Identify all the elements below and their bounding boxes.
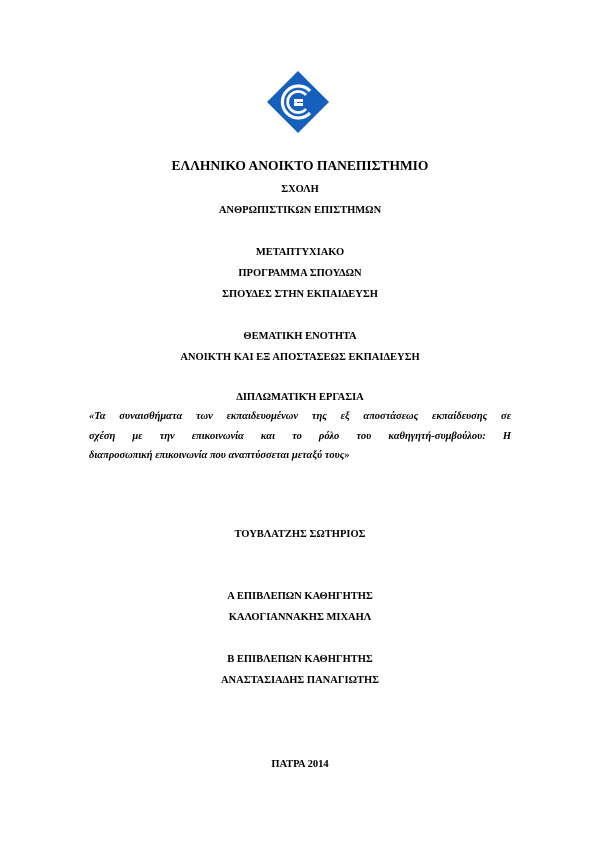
program-line-3: ΣΠΟΥΔΕΣ ΣΤΗΝ ΕΚΠΑΙΔΕΥΣΗ [222,289,378,300]
thesis-title [89,407,511,466]
unit-label: ΘΕΜΑΤΙΚΗ ΕΝΟΤΗΤΑ [243,331,357,342]
supervisor-b-name: ΑΝΑΣΤΑΣΙΑΔΗΣ ΠΑΝΑΓΙΩΤΗΣ [220,675,380,686]
supervisor-a-label: Α ΕΠΙΒΛΕΠΩΝ ΚΑΘΗΓΗΤΗΣ [227,591,373,602]
unit-name: ΑΝΟΙΚΤΗ ΚΑΙ ΕΞ ΑΠΟΣΤΑΣΕΩΣ ΕΚΠΑΙΔΕΥΣΗ [180,352,420,363]
thesis-title-line: σχέση με την επικοινωνία και το ρόλο του καθηγητή-συμβούλου: Η [89,430,511,442]
program-line-1: ΜΕΤΑΠΤΥΧΙΑΚΟ [255,247,345,258]
university-logo-icon [266,70,330,134]
thesis-title-line: διαπροσωπική επικοινωνία που αναπτύσσεται μεταξύ τους» [89,450,350,461]
school-name: ΑΝΘΡΩΠΙΣΤΙΚΩΝ ΕΠΙΣΤΗΜΩΝ [218,205,382,216]
place-date: ΠΑΤΡΑ 2014 [271,759,329,770]
author-name: ΤΟΥΒΛΑΤΖΗΣ ΣΩΤΗΡΙΟΣ [234,529,366,540]
supervisor-b-label: Β ΕΠΙΒΛΕΠΩΝ ΚΑΘΗΓΗΤΗΣ [227,654,373,665]
supervisor-a-name: ΚΑΛΟΓΙΑΝΝΑΚΗΣ ΜΙΧΑΗΛ [228,612,372,623]
thesis-label: ΔΙΠΛΩΜΑΤΙΚΉ ΕΡΓΑΣΙΑ [236,392,364,403]
program-line-2: ΠΡΟΓΡΑΜΜΑ ΣΠΟΥΔΩΝ [238,268,362,279]
school-label: ΣΧΟΛΗ [281,184,319,195]
university-name: ΕΛΛΗΝΙΚΟ ΑΝΟΙΚΤΟ ΠΑΝΕΠΙΣΤΗΜΙΟ [171,158,429,173]
thesis-title-line: «Τα συναισθήματα των εκπαιδευομένων της εξ αποστάσεως εκπαίδευσης σε [89,411,511,422]
